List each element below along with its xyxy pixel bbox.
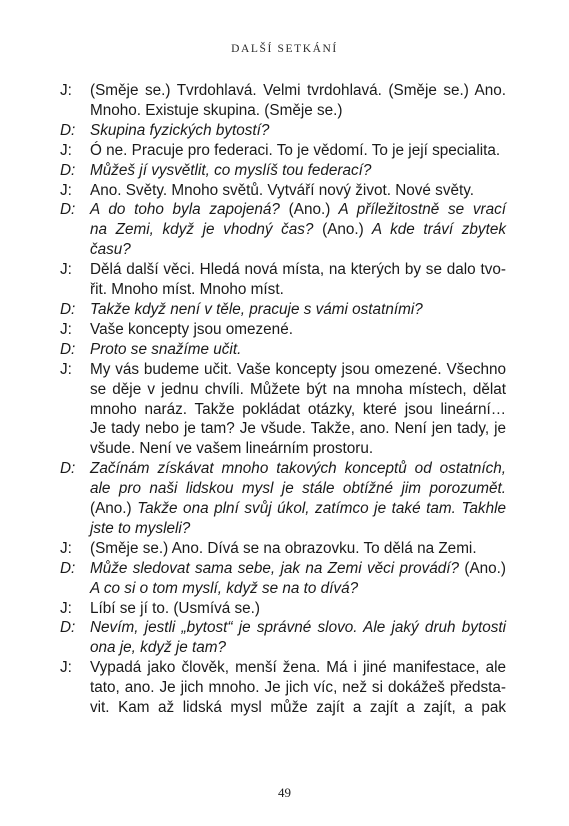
text-run: Dělá další věci. Hledá nová místa, na kterých by se dalo tvo- (90, 261, 506, 279)
speaker-label: D: (60, 161, 76, 179)
dialogue-entry (60, 340, 506, 360)
text-run: My vás budeme učit. Vaše koncepty jsou omezené. Všechno (90, 360, 506, 378)
text-line (90, 698, 506, 718)
speaker-label: D: (60, 559, 76, 577)
text-line (90, 479, 506, 499)
speech-text (90, 300, 506, 320)
text-run: Začínám získávat mnoho takových konceptů od ostatních, (90, 460, 506, 478)
text-run: ale pro naši lidskou mysl je stále obtížné jim porozumět. (90, 480, 506, 498)
text-run: Vaše koncepty jsou omezené. (90, 320, 293, 338)
text-run: (Směje se.) Tvrdohlavá. Velmi tvrdohlavá. (Směje se.) Ano. (90, 82, 506, 99)
text-line (90, 141, 506, 161)
speaker-label: D: (60, 619, 76, 637)
speaker-label: J: (60, 360, 72, 378)
text-run: Nevím, jestli „bytost“ je správné slovo. Ale jaký druh bytosti (90, 619, 506, 637)
text-run: Takže ona plní svůj úkol, zatímco je také tam. Takhle (131, 500, 506, 518)
text-run: Takže když není v těle, pracuje s vámi ostatními? (90, 300, 423, 318)
text-run: A kde tráví zbytek času? (90, 221, 506, 259)
speech-text (90, 360, 506, 460)
text-run: se děje v jednu chvíli. Můžete být na mnoha místech, dělat (90, 380, 506, 398)
text-run: Je tady nebo je tam? Je všude. Takže, ano. Není jen tady, je (90, 420, 506, 438)
dialogue-entry (60, 200, 506, 260)
speaker-label: J: (60, 261, 72, 279)
text-line (90, 300, 506, 320)
text-run: Ano. Světy. Mnoho světů. Vytváří nový život. Nové světy. (90, 181, 474, 199)
text-line (90, 81, 506, 101)
text-run: Líbí se jí to. (Usmívá se.) (90, 599, 261, 617)
speaker-label: D: (60, 340, 76, 358)
text-line (90, 121, 506, 141)
speech-text (90, 81, 506, 121)
text-line (90, 419, 506, 439)
text-line (90, 200, 506, 220)
dialogue-entry (60, 539, 506, 559)
speech-text (90, 559, 506, 599)
speech-text (90, 658, 506, 718)
speaker-label: J: (60, 320, 72, 338)
text-run: Můžeš jí vysvětlit, co myslíš tou federací? (90, 161, 372, 179)
speech-text (90, 618, 506, 658)
text-line (90, 678, 506, 698)
speaker-label: D: (60, 300, 76, 318)
text-run: A co si o tom myslí, když se na to dívá? (90, 579, 359, 597)
text-line (90, 618, 506, 638)
text-run: Může sledovat sama sebe, jak na Zemi věci provádí? (90, 559, 465, 577)
speaker-label: J: (60, 82, 72, 99)
running-head: DALŠÍ SETKÁNÍ (231, 43, 338, 55)
text-run: Skupina fyzických bytostí? (90, 121, 270, 139)
text-run: tato, ano. Je jich mnoho. Je jich víc, než si dokážeš předsta- (90, 679, 506, 697)
speaker-label: D: (60, 121, 76, 139)
text-line (90, 280, 506, 300)
speech-text (90, 200, 506, 260)
text-line (90, 380, 506, 400)
text-run: vit. Kam až lidská mysl může zajít a zajít a zajít, a pak (90, 699, 506, 717)
speech-text (90, 320, 506, 340)
speaker-label: D: (60, 460, 76, 478)
text-line (90, 499, 506, 519)
text-run: A do toho byla zapojená? (90, 201, 289, 219)
speech-text (90, 121, 506, 141)
text-line (90, 260, 506, 280)
page-number: 49 (278, 785, 291, 800)
text-run: Vypadá jako člověk, menší žena. Má i jiné manifestace, ale (90, 659, 506, 677)
text-line (90, 519, 506, 539)
text-line (90, 181, 506, 201)
text-run: (Směje se.) Ano. Dívá se na obrazovku. To dělá na Zemi. (90, 539, 477, 557)
text-line (90, 400, 506, 420)
text-run: všude. Není ve vašem lineárním prostoru. (90, 440, 374, 458)
speech-text (90, 459, 506, 539)
interjection: (Ano.) (322, 221, 364, 239)
text-run: A příležitostně se vrací (330, 201, 506, 219)
text-line (90, 439, 506, 459)
speaker-label: J: (60, 599, 72, 617)
dialogue-entry (60, 161, 506, 181)
speaker-label: J: (60, 659, 72, 677)
text-line (90, 340, 506, 360)
dialogue-entry (60, 260, 506, 300)
text-line (90, 539, 506, 559)
speech-text (90, 181, 506, 201)
dialogue-entry (60, 618, 506, 658)
dialogue-entry (60, 300, 506, 320)
speaker-label: D: (60, 201, 76, 219)
text-line (90, 599, 506, 619)
speech-text (90, 141, 506, 161)
text-run: Ó ne. Pracuje pro federaci. To je vědomí. To je její specialita. (90, 141, 501, 159)
text-run: Mnoho. Existuje skupina. (Směje se.) (90, 101, 343, 119)
text-run: ona je, když je tam? (90, 639, 227, 657)
dialogue-body (60, 81, 506, 718)
speaker-label: J: (60, 539, 72, 557)
text-line (90, 559, 506, 579)
speech-text (90, 340, 506, 360)
speech-text (90, 539, 506, 559)
text-run: na Zemi, když je vhodný čas? (90, 221, 323, 239)
speech-text (90, 161, 506, 181)
dialogue-entry (60, 81, 506, 121)
speech-text (90, 260, 506, 300)
dialogue-entry (60, 320, 506, 340)
interjection: (Ano.) (288, 201, 331, 219)
text-line (90, 579, 506, 599)
text-run: jste to mysleli? (90, 519, 191, 537)
interjection: (Ano.) (464, 559, 506, 577)
speech-text (90, 599, 506, 619)
dialogue-entry (60, 141, 506, 161)
interjection: (Ano.) (90, 500, 132, 518)
speaker-label: J: (60, 181, 72, 199)
text-line (90, 220, 506, 260)
text-line (90, 320, 506, 340)
text-line (90, 638, 506, 658)
dialogue-entry (60, 181, 506, 201)
dialogue-entry (60, 459, 506, 539)
speaker-label: J: (60, 141, 72, 159)
text-run: řit. Mnoho míst. Mnoho míst. (90, 281, 284, 299)
dialogue-entry (60, 559, 506, 599)
text-run: mnoho naráz. Takže pokládat otázky, které jsou lineární… (90, 400, 506, 418)
text-line (90, 161, 506, 181)
text-line (90, 360, 506, 380)
text-line (90, 101, 506, 121)
dialogue-entry (60, 121, 506, 141)
text-run: Proto se snažíme učit. (90, 340, 242, 358)
dialogue-entry (60, 360, 506, 460)
text-line (90, 658, 506, 678)
dialogue-entry (60, 658, 506, 718)
dialogue-entry (60, 599, 506, 619)
text-line (90, 459, 506, 479)
